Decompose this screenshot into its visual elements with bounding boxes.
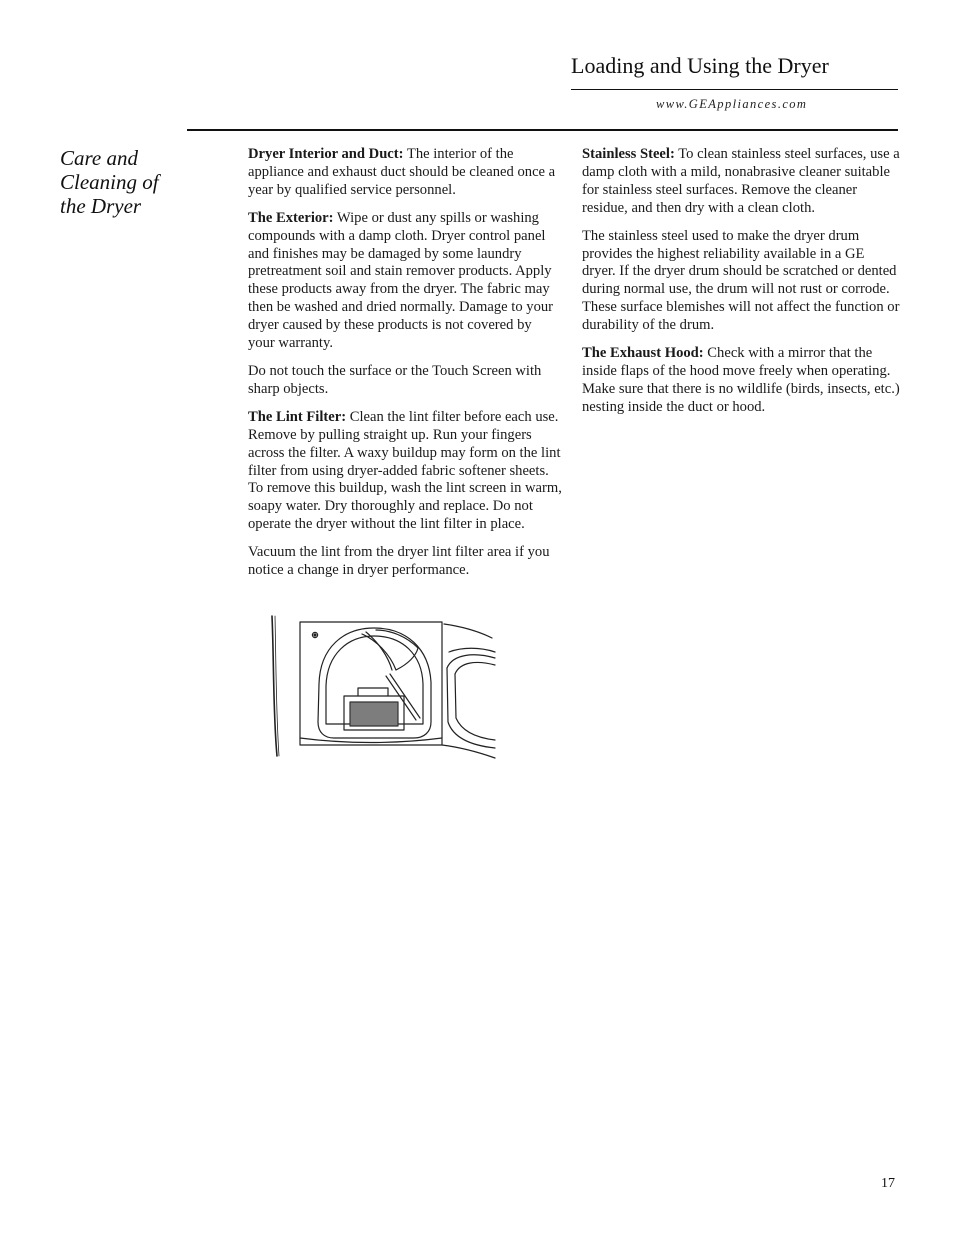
paragraph-exterior [248,210,562,353]
section-title-line: Care and [60,146,138,170]
paragraph-exhaust-hood [582,345,900,417]
paragraph-text: Check with a mirror that the inside flaps of the hood move freely when operating. Make sure that there is no wildlife (birds, insects, etc.) nesting inside the duct or hood. [582,345,900,415]
paragraph-text: The stainless steel used to make the dryer drum provides the highest reliability available in a GE dryer. If the dryer drum should be scratched or dented during normal use, the drum will not rust or corrode. These surface blemishes will not affect the function or durability of the drum. [582,227,900,334]
section-title-line: the Dryer [60,194,142,218]
header-divider [571,89,898,90]
paragraph-label: The Exhaust Hood: [582,345,704,362]
header-url: www.GEAppliances.com [656,97,808,111]
paragraph-text: To clean stainless steel surfaces, use a damp cloth with a mild, nonabrasive cleaner suitable for stainless steel surfaces. Remove the cleaner residue, and then dry with a clean cloth. [582,146,900,216]
paragraph-touch-screen [248,363,562,399]
dryer-lint-filter-illustration [266,612,498,760]
paragraph-label: Stainless Steel: [582,146,675,162]
paragraph-vacuum [248,544,562,580]
paragraph-text: Do not touch the surface or the Touch Screen with sharp objects. [248,362,542,397]
paragraph-text: Wipe or dust any spills or washing compounds with a damp cloth. Dryer control panel and finishes may be damaged by some laundry pretreatment soil and stain remover products. Apply these products away from the dryer. The fabric may then be washed and dried normally. Damage to your dryer caused by these products is not covered by your warranty. [248,209,554,352]
paragraph-text: Vacuum the lint from the dryer lint filter area if you notice a change in dryer performance. [248,544,550,579]
paragraph-label: The Lint Filter: [248,408,347,425]
text-column-left [248,146,562,590]
paragraph-text: The interior of the appliance and exhaust duct should be cleaned once a year by qualified service personnel. [248,146,556,198]
page-header-title: Loading and Using the Dryer [571,53,829,78]
paragraph-lint-filter [248,409,562,534]
paragraph-interior-duct [248,146,562,200]
paragraph-label: Dryer Interior and Duct: [248,146,404,162]
paragraph-drum [582,228,900,335]
section-divider [187,129,898,131]
text-column-right [582,146,900,427]
section-title [60,146,190,218]
paragraph-text: Clean the lint filter before each use. Remove by pulling straight up. Run your fingers across the filter. A waxy buildup may form on the lint filter from using dryer-added fabric softener sheets. To remove this buildup, wash the lint screen in warm, soapy water. Dry thoroughly and replace. Do not operate the dryer without the lint filter in place. [248,408,562,533]
paragraph-stainless-steel [582,146,900,218]
section-title-line: Cleaning of [60,170,159,194]
page-number: 17 [881,1176,895,1191]
paragraph-label: The Exterior: [248,209,334,226]
